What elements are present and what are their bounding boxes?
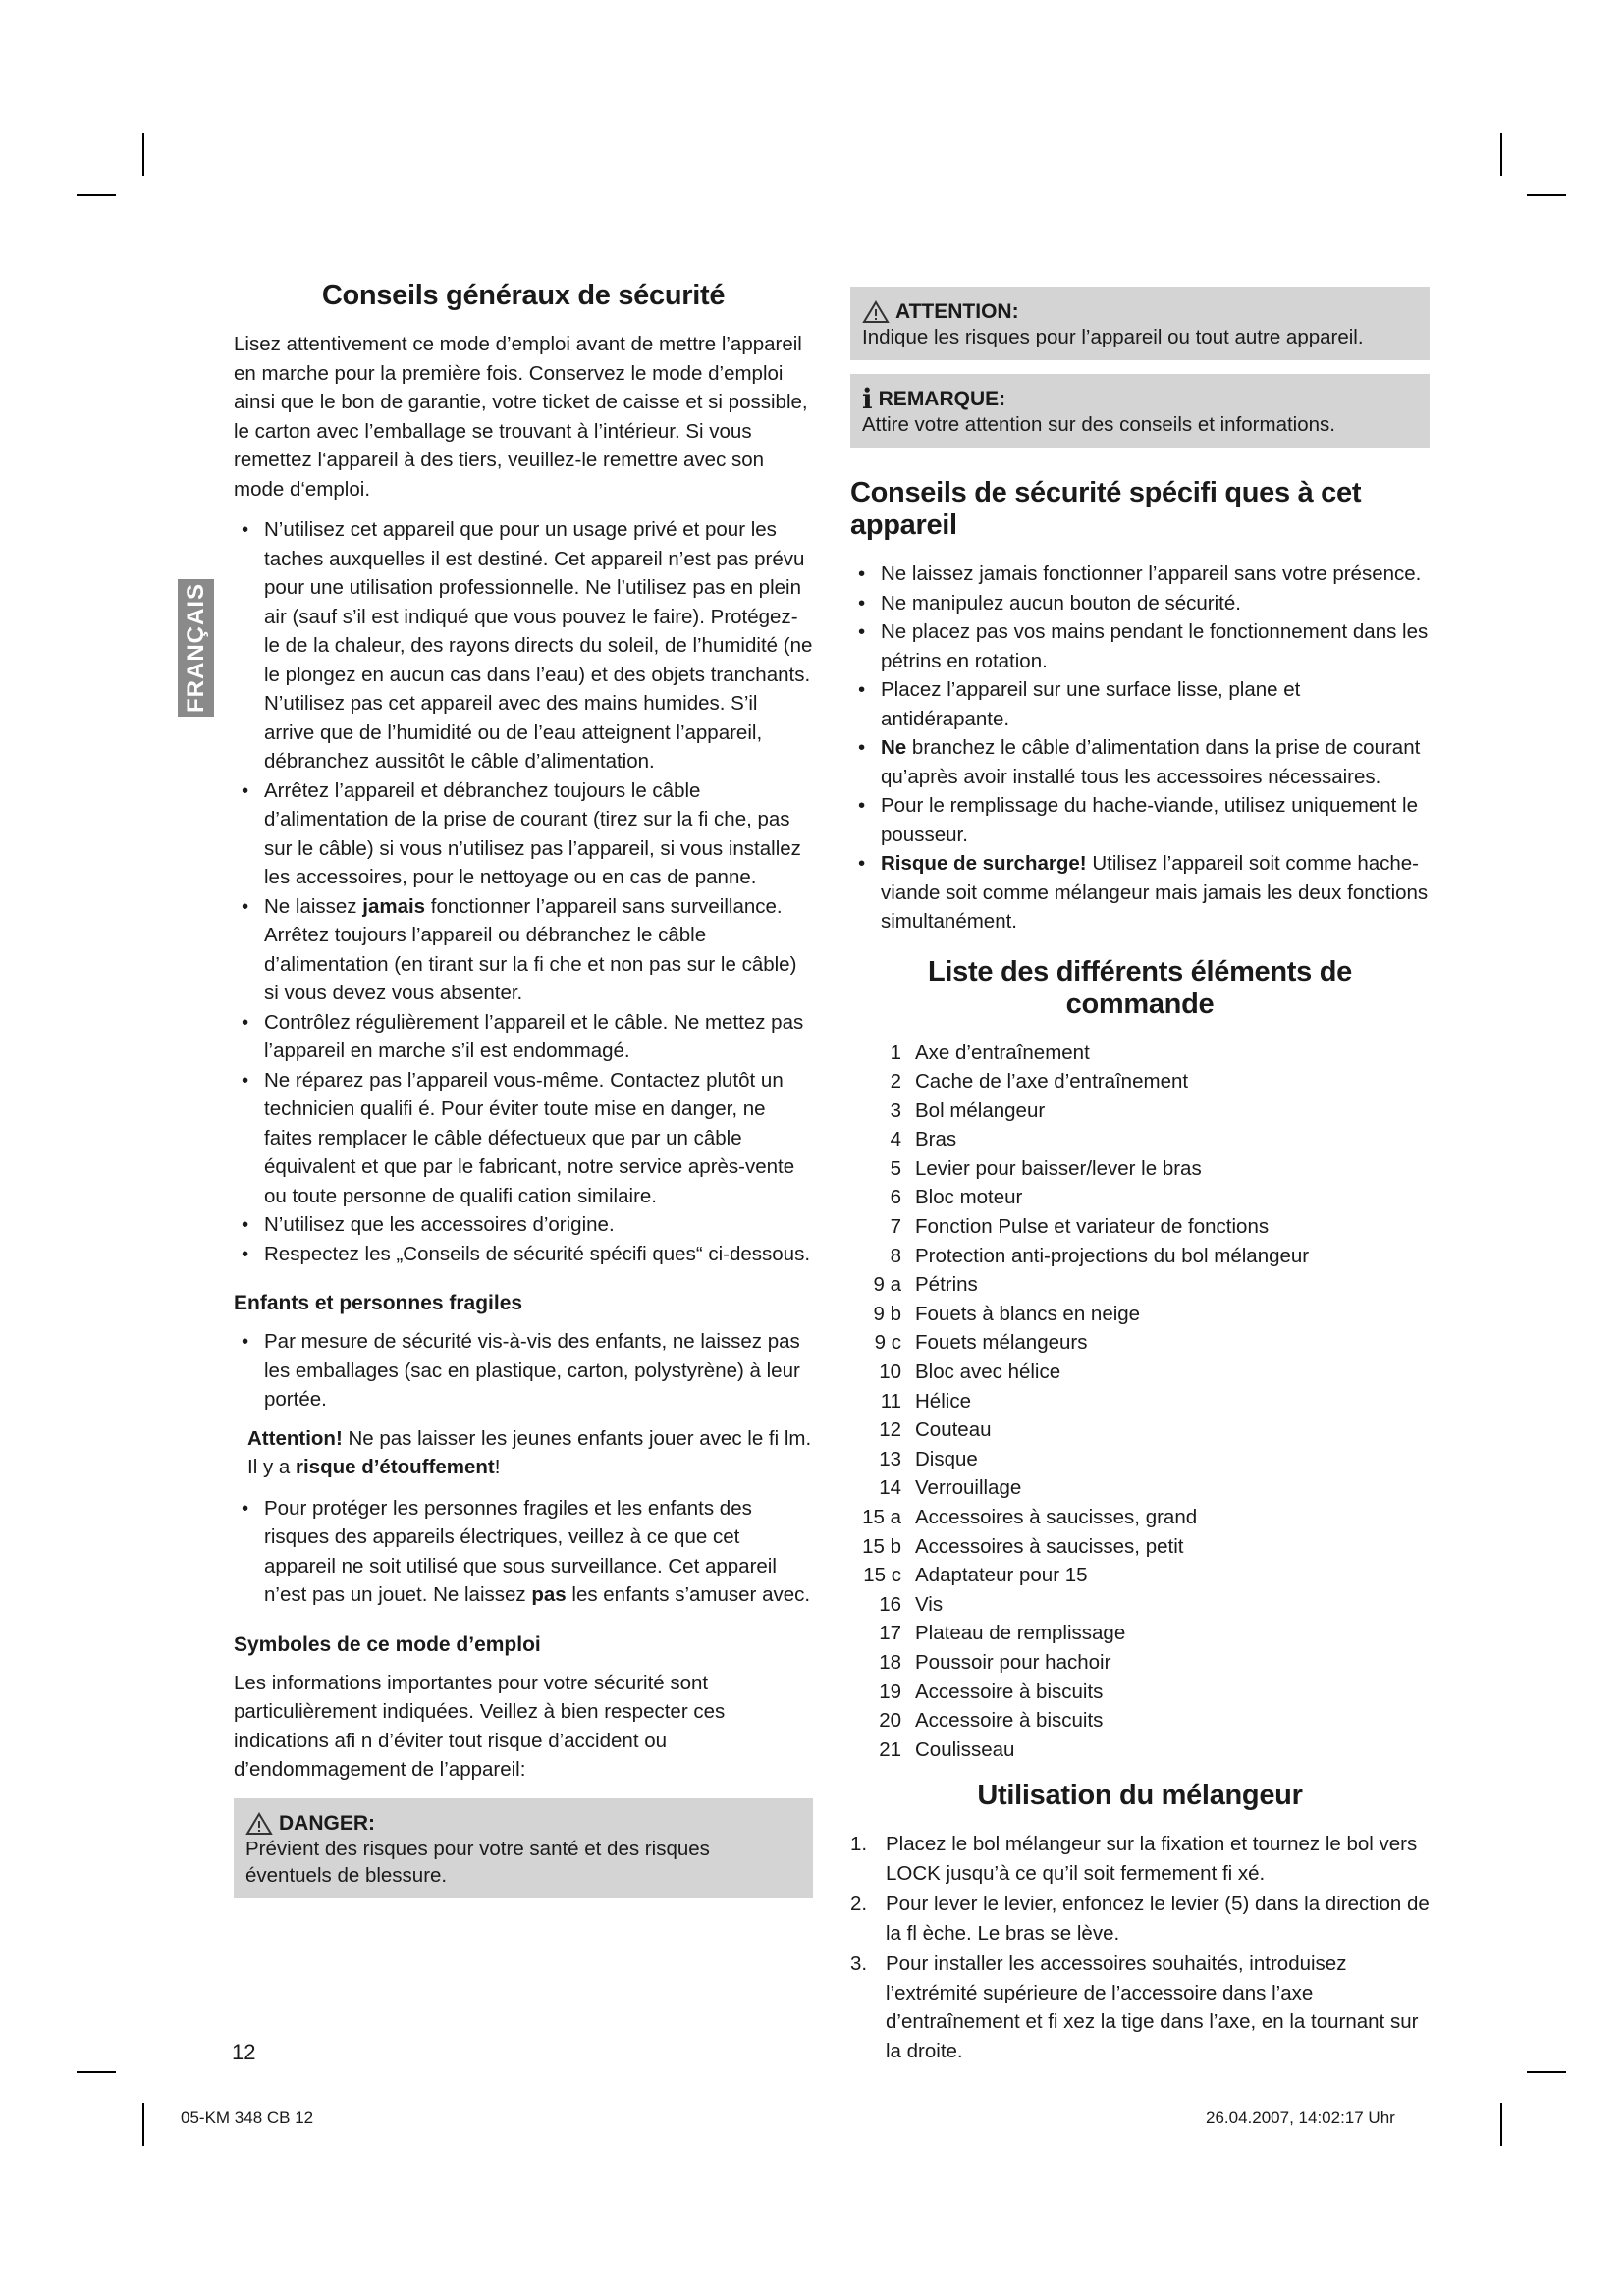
part-label: Fouets mélangeurs — [915, 1331, 1088, 1355]
part-label: Vis — [915, 1592, 944, 1616]
part-number: 15 c — [863, 1564, 901, 1587]
part-label: Bloc avec hélice — [915, 1361, 1061, 1384]
part-label: Poussoir pour hachoir — [915, 1650, 1111, 1674]
remarque-text: Attire votre attention sur des conseils et informations. — [862, 413, 1335, 436]
part-number: 21 — [879, 1737, 901, 1761]
part-label: Accessoires à saucisses, grand — [915, 1506, 1198, 1528]
part-item — [850, 1125, 1430, 1154]
list-item: • Ne manipulez aucun bouton de sécurité. — [858, 591, 1241, 614]
part-number: 1 — [890, 1041, 901, 1064]
symbols-title: Symboles de ce mode d’emploi — [234, 1632, 541, 1656]
part-label: Accessoire à biscuits — [915, 1680, 1104, 1703]
part-label: Pétrins — [915, 1273, 978, 1297]
crop-mark — [77, 2071, 116, 2073]
step-text: Placez le bol mélangeur sur la fixation et tournez le bol vers LOCK jusqu’à ce qu’il soit fermement fi xé. — [886, 1833, 1418, 1885]
part-item — [850, 1067, 1430, 1096]
part-item — [850, 1387, 1430, 1416]
part-label: Bras — [915, 1128, 957, 1151]
footer-left: 05-KM 348 CB 12 — [181, 2109, 314, 2127]
part-item — [850, 1735, 1430, 1765]
part-item — [850, 1619, 1430, 1648]
crop-mark — [142, 133, 144, 176]
part-item — [850, 1242, 1430, 1271]
step-text: Pour installer les accessoires souhaités, introduisez l’extrémité supérieure de l’accessoire dans l’axe d’entraînement et fi xez la tige dans l’axe, en la tournant sur la droite. — [886, 1952, 1419, 2062]
warning-triangle-icon — [245, 1812, 273, 1836]
part-number: 19 — [879, 1680, 901, 1703]
list-item: • N’utilisez cet appareil que pour un usage privé et pour les taches auxquelles il est destiné. Cet appareil n’est pas prévu pour une utilisation professionnelle. Ne l’utilisez pas en plein air (sauf s’il est indiqué que vous pouvez le faire). Protégez-le de la chaleur, des rayons directs du soleil, de l’humidité (ne le plongez en aucun cas dans l’eau) et des objets tranchants. N’utilisez pas cet appareil avec des mains humides. S’il arrive que de l’humidité ou de l’eau atteignent l’appareil, débranchez aussitôt le câble d’alimentation. — [242, 518, 813, 773]
children-title: Enfants et personnes fragiles — [234, 1292, 523, 1314]
part-label: Plateau de remplissage — [915, 1622, 1126, 1645]
usage-step — [850, 1890, 1430, 1948]
list-item: • Arrêtez l’appareil et débranchez toujours le câble d’alimentation de la prise de courant (tirez sur la fi che, pas sur le câble) si vous n’utilisez pas l’appareil, si vous installez les accessoires, pour le nettoyage ou en cas de panne. — [242, 778, 801, 888]
remarque-label: REMARQUE: — [878, 388, 1006, 410]
part-number: 3 — [890, 1098, 901, 1122]
crop-mark — [142, 2103, 144, 2146]
part-number: 9 b — [873, 1302, 901, 1325]
part-number: 17 — [879, 1622, 901, 1645]
part-number: 15 b — [862, 1534, 901, 1558]
language-tab-label: FRANÇAIS — [182, 583, 209, 713]
part-number: 20 — [879, 1709, 901, 1733]
right-column — [850, 287, 1430, 2067]
part-number: 4 — [890, 1128, 901, 1151]
specific-safety-title: Conseils de sécurité spécifi ques à cet appareil — [850, 477, 1362, 541]
crop-mark — [77, 194, 116, 196]
crop-mark — [1527, 2071, 1566, 2073]
step-number: 3. — [850, 1952, 868, 1976]
part-label: Protection anti-projections du bol mélangeur — [915, 1244, 1310, 1267]
part-label: Fonction Pulse et variateur de fonctions — [915, 1215, 1270, 1239]
usage-title: Utilisation du mélangeur — [977, 1780, 1303, 1812]
fragile-list — [234, 1494, 813, 1610]
part-number: 10 — [879, 1361, 901, 1384]
part-item — [850, 1154, 1430, 1184]
list-item: • Placez l’appareil sur une surface lisse, plane et antidérapante. — [858, 678, 1301, 730]
language-tab — [178, 579, 214, 717]
part-label: Bloc moteur — [915, 1186, 1023, 1209]
part-number: 2 — [890, 1070, 901, 1094]
part-label: Accessoires à saucisses, petit — [915, 1534, 1184, 1558]
danger-box — [234, 1798, 813, 1898]
list-item: • Pour protéger les personnes fragiles et les enfants des risques des appareils électriques, veillez à ce que cet appareil ne soit utilisé que sous surveillance. Cet appareil n’est pas un jouet. Ne laissez pas les enfants s’amuser avec. — [242, 1496, 811, 1606]
part-label: Axe d’entraînement — [915, 1041, 1090, 1064]
part-label: Accessoire à biscuits — [915, 1709, 1104, 1733]
left-column — [234, 280, 813, 1912]
part-item — [850, 1039, 1430, 1068]
attention-box — [850, 287, 1430, 360]
usage-steps — [850, 1830, 1430, 2065]
footer-right: 26.04.2007, 14:02:17 Uhr — [1206, 2109, 1395, 2127]
part-item — [850, 1473, 1430, 1503]
list-item: • Ne laissez jamais fonctionner l’appareil sans surveillance. Arrêtez toujours l’appareil ou débranchez le câble d’alimentation (en tirant sur la fi che et non pas sur le câble) si vous devez vous absenter. — [242, 894, 797, 1004]
list-item: • Ne laissez jamais fonctionner l’appareil sans votre présence. — [858, 562, 1422, 585]
usage-step — [850, 1830, 1430, 1888]
part-item — [850, 1300, 1430, 1329]
list-item: • Par mesure de sécurité vis-à-vis des enfants, ne laissez pas les emballages (sac en plastique, carton, polystyrène) à leur portée. — [242, 1330, 800, 1411]
part-item — [850, 1590, 1430, 1620]
danger-text: Prévient des risques pour votre santé et des risques éventuels de blessure. — [245, 1837, 710, 1887]
attention-label: ATTENTION: — [895, 300, 1019, 323]
part-label: Hélice — [915, 1389, 971, 1413]
crop-mark — [1527, 194, 1566, 196]
part-item — [850, 1561, 1430, 1590]
part-label: Verrouillage — [915, 1476, 1022, 1500]
part-number: 7 — [890, 1215, 901, 1239]
part-label: Disque — [915, 1447, 978, 1470]
general-safety-list — [234, 515, 813, 1268]
part-item — [850, 1445, 1430, 1474]
part-number: 15 a — [862, 1506, 901, 1528]
part-number: 8 — [890, 1244, 901, 1267]
part-label: Couteau — [915, 1418, 992, 1442]
usage-step — [850, 1949, 1430, 2065]
general-safety-title: Conseils généraux de sécurité — [321, 280, 726, 311]
part-number: 14 — [879, 1476, 901, 1500]
part-item — [850, 1096, 1430, 1126]
crop-mark — [1500, 2103, 1502, 2146]
attention-note: Attention! Ne pas laisser les jeunes enfants jouer avec le fi lm. Il y a risque d’étouffement! — [247, 1426, 812, 1478]
part-label: Cache de l’axe d’entraînement — [915, 1070, 1189, 1094]
list-item: • Ne réparez pas l’appareil vous-même. Contactez plutôt un technicien qualifi é. Pour éviter toute mise en danger, ne faites remplacer le câble défectueux que par un câble équivalent et que par le fabricant, notre service après-vente ou toute personne de qualifi cation similaire. — [242, 1068, 795, 1207]
list-item: • Ne branchez le câble d’alimentation dans la prise de courant qu’après avoir installé tous les accessoires nécessaires. — [858, 736, 1421, 788]
part-number: 12 — [879, 1418, 901, 1442]
symbols-paragraph: Les informations importantes pour votre sécurité sont particulièrement indiquées. Veillez à bien respecter ces indications afi n d’éviter tout risque d’accident ou d’endommagement de l’appareil: — [234, 1671, 726, 1781]
part-item — [850, 1270, 1430, 1300]
crop-mark — [1500, 133, 1502, 176]
part-label: Levier pour baisser/lever le bras — [915, 1156, 1202, 1180]
list-item: • Respectez les „Conseils de sécurité spécifi ques“ ci-dessous. — [242, 1242, 811, 1265]
attention-text: Indique les risques pour l’appareil ou tout autre appareil. — [862, 326, 1364, 348]
list-item: • Risque de surcharge! Utilisez l’appareil soit comme hache-viande soit comme mélangeur mais jamais les deux fonctions simultanément. — [858, 852, 1429, 933]
step-number: 1. — [850, 1833, 868, 1856]
part-item — [850, 1183, 1430, 1212]
page-number: 12 — [232, 2040, 256, 2064]
part-label: Adaptateur pour 15 — [915, 1564, 1088, 1587]
step-number: 2. — [850, 1893, 868, 1916]
part-number: 16 — [879, 1592, 901, 1616]
part-item — [850, 1648, 1430, 1678]
list-item: • Contrôlez régulièrement l’appareil et le câble. Ne mettez pas l’appareil en marche s’il est endommagé. — [242, 1010, 804, 1062]
part-item — [850, 1706, 1430, 1735]
remarque-box — [850, 374, 1430, 448]
part-number: 9 a — [873, 1273, 901, 1297]
list-item: • N’utilisez que les accessoires d’origine. — [242, 1213, 615, 1236]
info-icon: i — [862, 383, 873, 415]
part-item — [850, 1358, 1430, 1387]
part-number: 6 — [890, 1186, 901, 1209]
specific-safety-list — [850, 560, 1430, 936]
danger-label: DANGER: — [279, 1811, 375, 1835]
part-number: 9 c — [874, 1331, 901, 1355]
part-item — [850, 1678, 1430, 1707]
warning-triangle-icon — [862, 300, 890, 324]
part-label: Bol mélangeur — [915, 1098, 1046, 1122]
part-label: Fouets à blancs en neige — [915, 1302, 1141, 1325]
parts-list — [850, 1039, 1430, 1765]
children-list — [234, 1327, 813, 1415]
parts-title: Liste des différents éléments de commande — [928, 955, 1352, 1020]
part-label: Coulisseau — [915, 1737, 1015, 1761]
list-item: • Ne placez pas vos mains pendant le fonctionnement dans les pétrins en rotation. — [858, 620, 1429, 672]
part-item — [850, 1503, 1430, 1532]
part-item — [850, 1415, 1430, 1445]
part-number: 13 — [879, 1447, 901, 1470]
part-number: 11 — [880, 1389, 901, 1413]
part-number: 5 — [890, 1156, 901, 1180]
list-item: • Pour le remplissage du hache-viande, utilisez uniquement le pousseur. — [858, 794, 1418, 846]
intro-paragraph: Lisez attentivement ce mode d’emploi avant de mettre l’appareil en marche pour la première fois. Conservez le mode d’emploi ainsi que le bon de garantie, votre ticket de caisse et si possible, le carton avec l’emballage se trouvant à l’intérieur. Si vous remettez l‘appareil à des tiers, veuillez-le remettre avec son mode d‘emploi. — [234, 333, 808, 501]
part-item — [850, 1328, 1430, 1358]
step-text: Pour lever le levier, enfoncez le levier (5) dans la direction de la fl èche. Le bras se lève. — [886, 1893, 1430, 1945]
part-item — [850, 1532, 1430, 1562]
part-item — [850, 1212, 1430, 1242]
part-number: 18 — [879, 1650, 901, 1674]
